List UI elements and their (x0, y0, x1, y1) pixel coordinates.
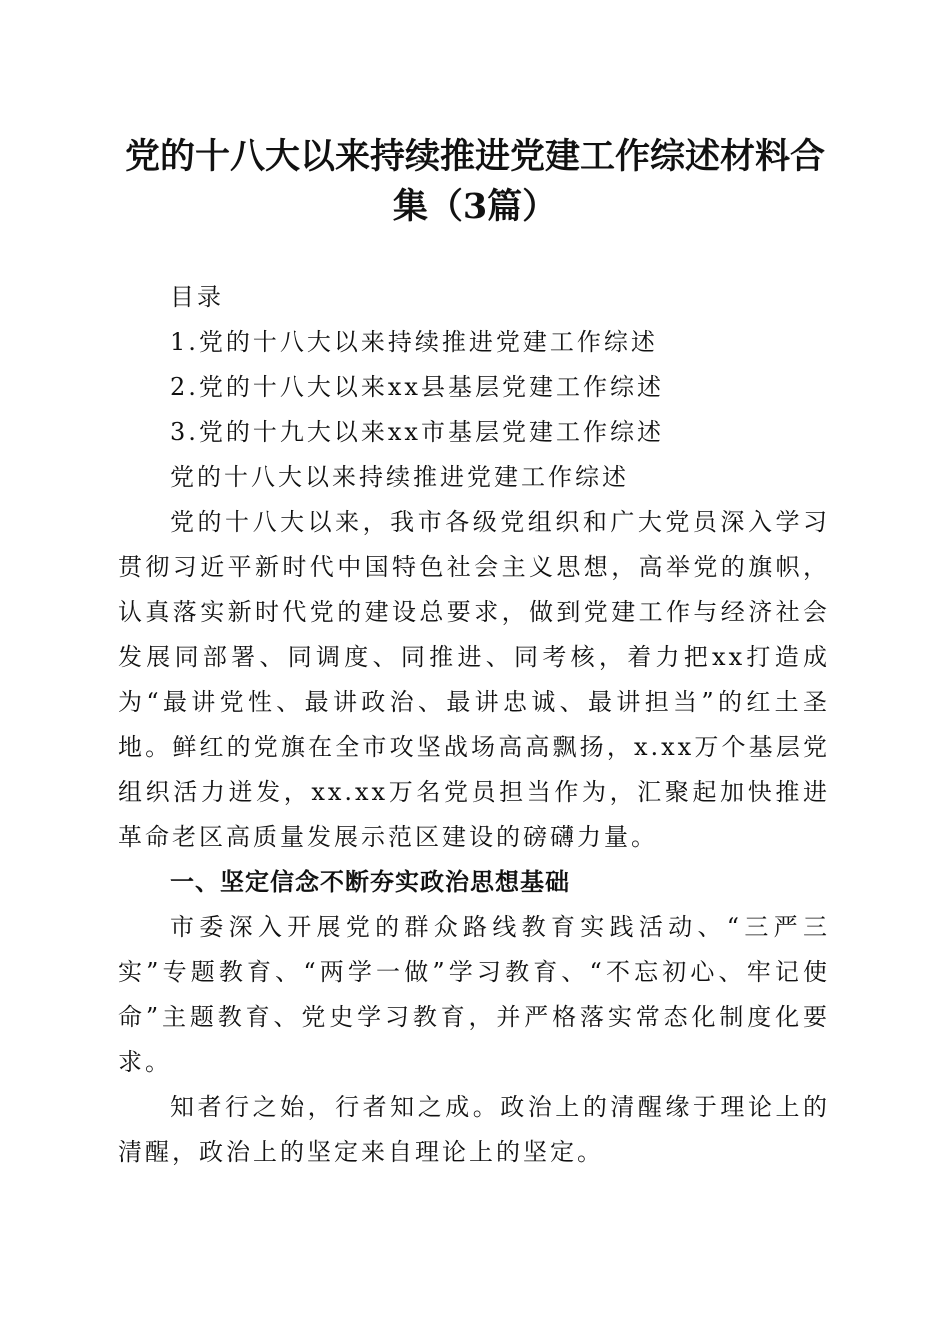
article-title: 党的十八大以来持续推进党建工作综述 (170, 463, 629, 491)
document-title: 党的十八大以来持续推进党建工作综述材料合集（3篇） (124, 136, 825, 227)
section-1-paragraph-2: 知者行之始，行者知之成。政治上的清醒缘于理论上的清醒，政治上的坚定来自理论上的坚定。 (118, 1093, 830, 1166)
section-heading-1: 一、坚定信念不断夯实政治思想基础 (170, 868, 570, 896)
toc-item-1: 1.党的十八大以来持续推进党建工作综述 (170, 328, 658, 356)
toc-item-2: 2.党的十八大以来xx县基层党建工作综述 (170, 373, 664, 401)
toc-item-3: 3.党的十九大以来xx市基层党建工作综述 (170, 418, 664, 446)
intro-paragraph: 党的十八大以来，我市各级党组织和广大党员深入学习贯彻习近平新时代中国特色社会主义思想，高举党的旗帜，认真落实新时代党的建设总要求，做到党建工作与经济社会发展同部署、同调度、同推进、同考核，着力把xx打造成为“最讲党性、最讲政治、最讲忠诚、最讲担当”的红土圣地。鲜红的党旗在全市攻坚战场高高飘扬，x.xx万个基层党组织活力迸发，xx.xx万名党员担当作为，汇聚起加快推进革命老区高质量发展示范区建设的磅礴力量。 (118, 508, 830, 851)
document-body (118, 275, 830, 1175)
toc-heading: 目录 (170, 283, 224, 311)
section-1-paragraph-1: 市委深入开展党的群众路线教育实践活动、“三严三实”专题教育、“两学一做”学习教育、“不忘初心、牢记使命”主题教育、党史学习教育，并严格落实常态化制度化要求。 (118, 913, 830, 1076)
